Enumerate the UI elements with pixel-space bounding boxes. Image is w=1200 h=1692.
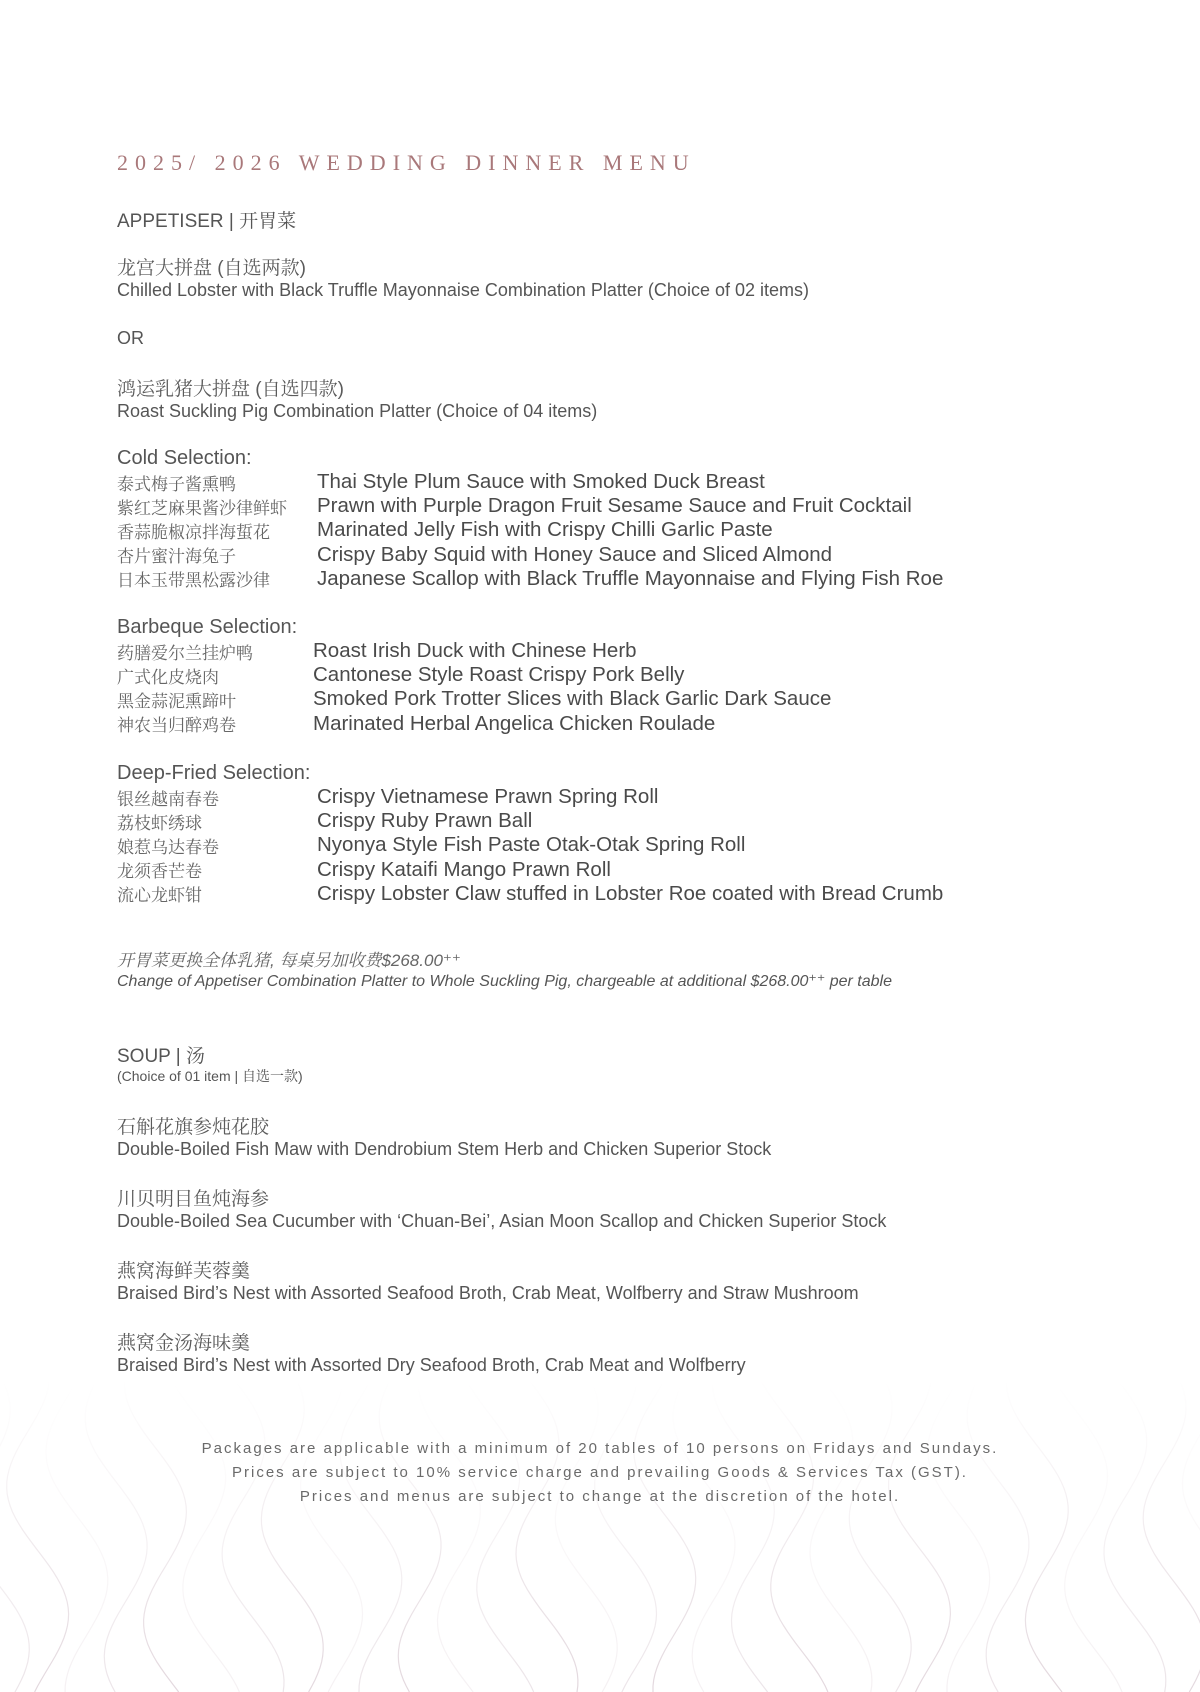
barbeque-selection-heading: Barbeque Selection: [117,616,298,638]
soup-item-3-en: Braised Bird’s Nest with Assorted Seafood Broth, Crab Meat, Wolfberry and Straw Mushroom [117,1283,859,1303]
appetiser-option2-en: Roast Suckling Pig Combination Platter (Choice of 04 items) [117,401,598,421]
cold-selection-item [117,470,1117,494]
dish-name-cn: 泰式梅子酱熏鸭 [117,474,236,494]
dish-name-cn: 广式化皮烧肉 [117,667,219,687]
terms-footer [0,1437,1200,1509]
dish-name-en: Prawn with Purple Dragon Fruit Sesame Sauce and Fruit Cocktail [317,494,912,518]
dish-name-en: Crispy Vietnamese Prawn Spring Roll [317,785,659,809]
barbeque-selection-item [117,687,1117,711]
dish-name-cn: 流心龙虾钳 [117,886,202,906]
or-label: OR [117,328,144,348]
appetiser-option1-en: Chilled Lobster with Black Truffle Mayonnaise Combination Platter (Choice of 02 items) [117,280,809,300]
dish-name-en: Thai Style Plum Sauce with Smoked Duck Breast [317,470,765,494]
cold-selection-heading: Cold Selection: [117,447,252,469]
dish-name-en: Crispy Kataifi Mango Prawn Roll [317,857,611,881]
dish-name-en: Crispy Ruby Prawn Ball [317,809,533,833]
dish-name-cn: 娘惹乌达春卷 [117,837,219,857]
terms-line-1: Packages are applicable with a minimum of 20 tables of 10 persons on Fridays and Sundays. [201,1440,999,1457]
surcharge-note-en: Change of Appetiser Combination Platter to Whole Suckling Pig, chargeable at additional $268.00⁺⁺ per table [117,973,892,990]
soup-item-4-cn: 燕窝金汤海味羹 [117,1333,251,1354]
cold-selection-item [117,567,1117,591]
dish-name-en: Roast Irish Duck with Chinese Herb [313,639,637,663]
deep-fried-selection-item [117,785,1117,809]
dish-name-en: Marinated Jelly Fish with Crispy Chilli Garlic Paste [317,518,773,542]
barbeque-selection-item [117,663,1117,687]
surcharge-note-cn: 开胃菜更换全体乳猪, 每桌另加收费$268.00⁺⁺ [117,951,461,970]
deep-fried-selection-item [117,858,1117,882]
dish-name-cn: 黑金蒜泥熏蹄叶 [117,691,236,711]
soup-item-4-en: Braised Bird’s Nest with Assorted Dry Seafood Broth, Crab Meat and Wolfberry [117,1355,746,1375]
cold-selection-item [117,494,1117,518]
menu-title: 2025/ 2026 WEDDING DINNER MENU [117,150,696,175]
dish-name-cn: 杏片蜜汁海兔子 [117,547,236,567]
dish-name-en: Japanese Scallop with Black Truffle Mayonnaise and Flying Fish Roe [317,566,944,590]
appetiser-option2-cn: 鸿运乳猪大拼盘 (自选四款) [117,379,344,400]
terms-line-2: Prices are subject to 10% service charge and prevailing Goods & Services Tax (GST). [232,1464,968,1481]
dish-name-cn: 龙须香芒卷 [117,862,202,882]
dish-name-cn: 日本玉带黑松露沙律 [117,571,270,591]
dish-name-en: Cantonese Style Roast Crispy Pork Belly [313,663,685,687]
deep-fried-selection-item [117,809,1117,833]
soup-item-3-cn: 燕窝海鲜芙蓉羹 [117,1261,251,1282]
cold-selection-item [117,518,1117,542]
soup-heading: SOUP | 汤 [117,1046,205,1067]
dish-name-cn: 香蒜脆椒凉拌海蜇花 [117,522,270,542]
soup-choice-note: (Choice of 01 item | 自选一款) [117,1068,303,1084]
appetiser-option1-cn: 龙宫大拼盘 (自选两款) [117,258,306,279]
deep-fried-selection-heading: Deep-Fried Selection: [117,762,311,784]
cold-selection-item [117,543,1117,567]
soup-item-1-cn: 石斛花旗参炖花胶 [117,1117,270,1138]
soup-item-1-en: Double-Boiled Fish Maw with Dendrobium Stem Herb and Chicken Superior Stock [117,1139,772,1159]
wave-pattern-background [0,1380,1200,1692]
dish-name-en: Marinated Herbal Angelica Chicken Roulade [313,711,716,735]
cold-selection-list [117,470,1117,591]
soup-item-2-en: Double-Boiled Sea Cucumber with ‘Chuan-Bei’, Asian Moon Scallop and Chicken Superior Stock [117,1211,887,1231]
dish-name-cn: 荔枝虾绣球 [117,813,202,833]
soup-item-2-cn: 川贝明目鱼炖海参 [117,1189,270,1210]
dish-name-cn: 药膳爱尔兰挂炉鸭 [117,643,253,663]
barbeque-selection-item [117,639,1117,663]
appetiser-heading: APPETISER | 开胃菜 [117,211,297,232]
dish-name-en: Nyonya Style Fish Paste Otak-Otak Spring Roll [317,833,746,857]
dish-name-cn: 银丝越南春卷 [117,789,219,809]
barbeque-selection-item [117,712,1117,736]
terms-line-3: Prices and menus are subject to change at the discretion of the hotel. [299,1488,901,1505]
dish-name-en: Smoked Pork Trotter Slices with Black Garlic Dark Sauce [313,687,832,711]
dish-name-en: Crispy Lobster Claw stuffed in Lobster Roe coated with Bread Crumb [317,881,944,905]
dish-name-cn: 神农当归醉鸡卷 [117,716,236,736]
deep-fried-selection-item [117,882,1117,906]
deep-fried-selection-item [117,833,1117,857]
deep-fried-selection-list [117,785,1117,906]
dish-name-cn: 紫红芝麻果酱沙律鲜虾 [117,498,287,518]
barbeque-selection-list [117,639,1117,736]
dish-name-en: Crispy Baby Squid with Honey Sauce and Sliced Almond [317,542,833,566]
